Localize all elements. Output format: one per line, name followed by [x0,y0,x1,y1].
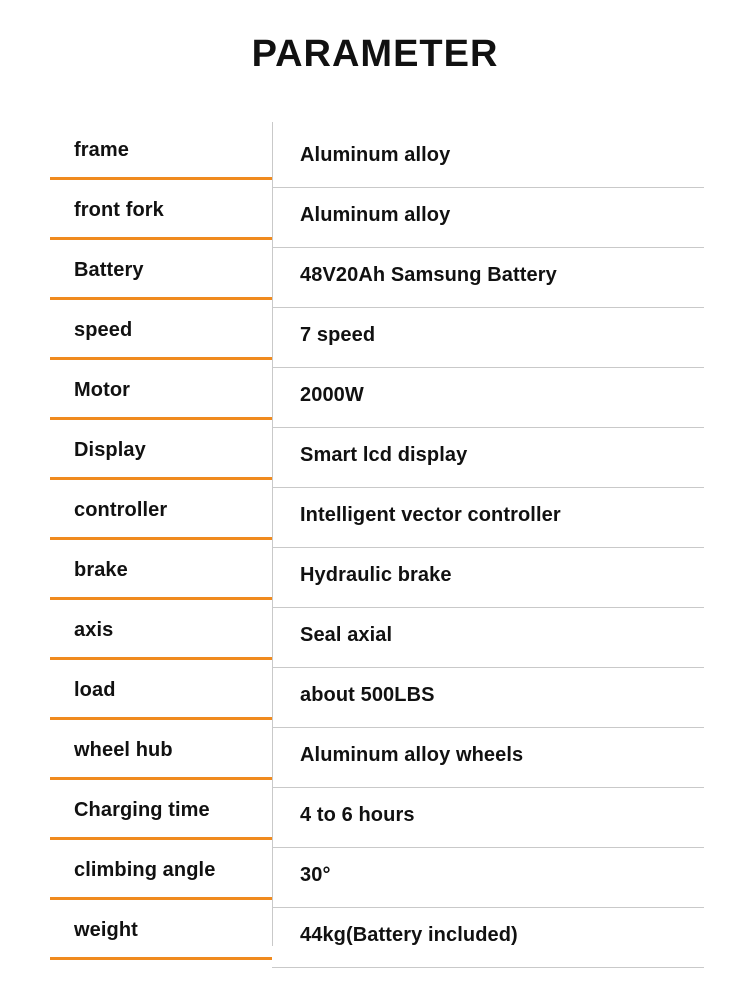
spec-label: wheel hub [74,739,173,761]
spec-label: Charging time [74,799,210,821]
spec-label-cell [0,360,272,420]
spec-value-cell [272,720,704,780]
spec-label: load [74,679,116,701]
spec-value-cell [272,300,704,360]
spec-value-cell [272,180,704,240]
table-row [0,660,750,720]
spec-label: climbing angle [74,859,216,881]
spec-label: controller [74,499,168,521]
table-row [0,540,750,600]
spec-value-cell [272,600,704,660]
spec-label-cell [0,240,272,300]
spec-value: 2000W [300,384,364,406]
table-row [0,900,750,960]
spec-label-cell [0,900,272,960]
table-row [0,600,750,660]
table-row [0,480,750,540]
spec-value-cell [272,660,704,720]
table-row [0,780,750,840]
spec-value-cell [272,900,704,960]
spec-value: 4 to 6 hours [300,804,415,826]
spec-value-cell [272,780,704,840]
table-row [0,720,750,780]
spec-table [0,120,750,960]
spec-value: about 500LBS [300,684,435,706]
spec-label: speed [74,319,133,341]
label-underline [50,957,272,960]
spec-value: 48V20Ah Samsung Battery [300,264,557,286]
spec-label-cell [0,840,272,900]
spec-label-cell [0,780,272,840]
spec-value: Smart lcd display [300,444,468,466]
spec-label: axis [74,619,114,641]
spec-label: weight [74,919,138,941]
spec-label-cell [0,600,272,660]
spec-value-cell [272,480,704,540]
spec-value: 30° [300,864,331,886]
spec-label-cell [0,300,272,360]
spec-label-cell [0,180,272,240]
spec-value: Aluminum alloy [300,144,451,166]
table-row [0,300,750,360]
spec-value-cell [272,240,704,300]
table-row [0,240,750,300]
spec-label: Display [74,439,146,461]
spec-label: frame [74,139,129,161]
spec-label: Battery [74,259,144,281]
spec-label-cell [0,540,272,600]
spec-value: Aluminum alloy [300,204,451,226]
spec-label-cell [0,480,272,540]
spec-value: Intelligent vector controller [300,504,561,526]
table-row [0,360,750,420]
spec-value: Hydraulic brake [300,564,452,586]
spec-value-cell [272,120,704,180]
spec-label-cell [0,420,272,480]
table-row [0,180,750,240]
page-title: PARAMETER [251,33,499,75]
spec-label: Motor [74,379,131,401]
spec-value-cell [272,840,704,900]
spec-value: Seal axial [300,624,393,646]
spec-value: Aluminum alloy wheels [300,744,524,766]
spec-label-cell [0,660,272,720]
spec-value-cell [272,360,704,420]
spec-value: 7 speed [300,324,376,346]
spec-label: brake [74,559,128,581]
spec-value-cell [272,540,704,600]
spec-label-cell [0,120,272,180]
spec-value-cell [272,420,704,480]
spec-label-cell [0,720,272,780]
spec-value: 44kg(Battery included) [300,924,518,946]
value-underline [272,967,704,968]
table-row [0,420,750,480]
table-row [0,840,750,900]
table-row [0,120,750,180]
spec-label: front fork [74,199,164,221]
